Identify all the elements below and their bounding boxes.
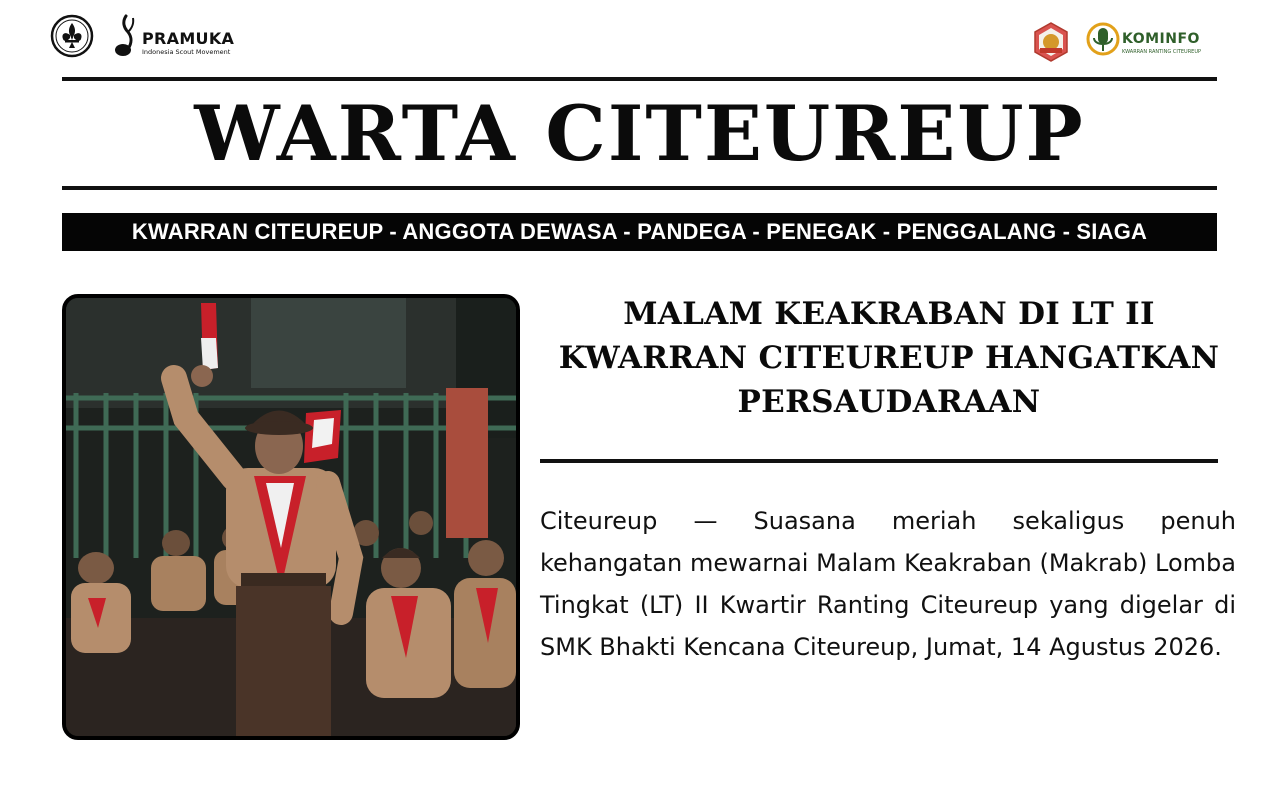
kwarran-emblem-icon [1032,22,1070,62]
article-headline: MALAM KEAKRABAN DI LT II KWARRAN CITEUREUP HANGATKAN PERSAUDARAAN [558,296,1220,420]
pramuka-tagline: Indonesia Scout Movement [142,48,231,56]
masthead-top-rule [62,77,1217,81]
kominfo-wordmark: KOMINFO [1122,31,1200,47]
article-photo [62,294,520,740]
pramuka-logo [112,12,242,60]
kominfo-logo [1086,22,1216,62]
pramuka-wordmark: PRAMUKA [142,29,235,48]
article-body: Citeureup — Suasana meriah sekaligus penuh kehangatan mewarnai Malam Keakraban (Makrab) Lomba Tingkat (LT) II Kwartir Ranting Citeureup yang digelar di SMK Bhakti Kencana Citeureup, Jumat, 14 Agustus 2026. [540,507,1236,661]
world-scout-emblem-icon [50,14,94,58]
masthead-title: WARTA CITEUREUP [194,89,1085,178]
masthead-bottom-rule [62,186,1217,190]
section-bar: KWARRAN CITEUREUP - ANGGOTA DEWASA - PANDEGA - PENEGAK - PENGGALANG - SIAGA [62,213,1217,251]
microphone-icon [1086,22,1120,58]
headline-divider [540,459,1218,463]
tunas-kelapa-icon [112,12,142,60]
kominfo-tagline: KWARRAN RANTING CITEUREUP [1122,49,1201,55]
